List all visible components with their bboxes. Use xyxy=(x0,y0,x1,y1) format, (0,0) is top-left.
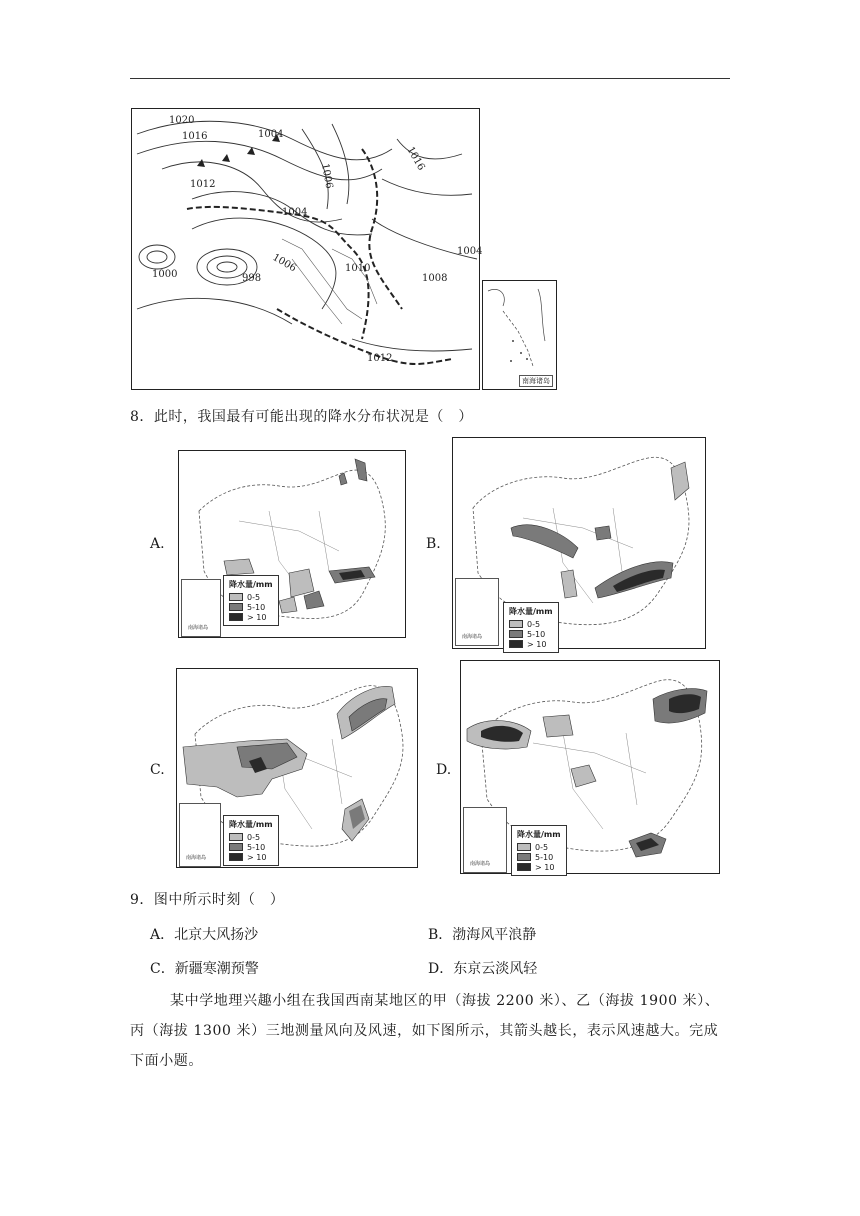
option-b-letter: B. xyxy=(426,536,441,552)
option-d-inset xyxy=(463,807,507,873)
q9-choice-d: D．东京云淡风轻 xyxy=(428,961,538,977)
legend-item: 0-5 xyxy=(247,592,261,602)
option-b-inset-label: 南海诸岛 xyxy=(462,634,483,640)
south-china-sea-inset xyxy=(482,280,557,390)
svg-text:1004: 1004 xyxy=(258,129,284,140)
inset-svg xyxy=(483,281,556,389)
option-a-inset-label: 南海诸岛 xyxy=(188,625,209,631)
q9-choice-c: C．新疆寒潮预警 xyxy=(150,961,259,977)
legend-swatch-dark xyxy=(229,853,243,861)
option-a-inset xyxy=(181,579,221,637)
option-a-legend xyxy=(223,575,279,626)
paragraph-line-3: 下面小题。 xyxy=(130,1053,203,1069)
svg-text:1004: 1004 xyxy=(457,246,483,257)
legend-swatch-medium xyxy=(517,853,531,861)
option-c-legend xyxy=(223,815,279,866)
svg-text:1004: 1004 xyxy=(282,207,308,218)
option-d-legend xyxy=(511,825,567,876)
legend-swatch-light xyxy=(517,843,531,851)
option-a-map xyxy=(178,450,406,638)
intro-paragraph xyxy=(130,986,730,1076)
legend-item: 0-5 xyxy=(535,842,549,852)
option-d-map xyxy=(460,660,720,874)
svg-text:1008: 1008 xyxy=(422,273,448,284)
option-c-inset xyxy=(179,803,221,867)
legend-title: 降水量/mm xyxy=(517,830,561,839)
svg-text:1010: 1010 xyxy=(345,263,371,274)
question-8: 8．此时，我国最有可能出现的降水分布状况是（ ） xyxy=(130,409,473,425)
legend-item: 5-10 xyxy=(527,629,546,639)
inset-label: 南海诸岛 xyxy=(519,375,553,387)
legend-swatch-medium xyxy=(509,630,523,638)
legend-item: 5-10 xyxy=(247,602,266,612)
legend-item: > 10 xyxy=(247,852,267,862)
legend-title: 降水量/mm xyxy=(229,820,273,829)
paragraph-line-2: 丙（海拔 1300 米）三地测量风向及风速，如下图所示，其箭头越长，表示风速越大。完成 xyxy=(130,1023,719,1039)
legend-swatch-dark xyxy=(517,863,531,871)
svg-text:998: 998 xyxy=(242,273,262,284)
q9-choice-b: B．渤海风平浪静 xyxy=(428,927,537,943)
option-c-inset-label: 南海诸岛 xyxy=(186,855,207,861)
legend-swatch-light xyxy=(229,593,243,601)
svg-text:1006: 1006 xyxy=(319,162,335,190)
option-b-map xyxy=(452,437,706,649)
legend-item: > 10 xyxy=(247,612,267,622)
legend-title: 降水量/mm xyxy=(509,607,553,616)
option-b-inset xyxy=(455,578,499,646)
legend-item: 5-10 xyxy=(247,842,266,852)
legend-swatch-medium xyxy=(229,843,243,851)
legend-swatch-medium xyxy=(229,603,243,611)
option-d-inset-label: 南海诸岛 xyxy=(470,861,491,867)
option-b-legend xyxy=(503,602,559,653)
legend-swatch-dark xyxy=(229,613,243,621)
svg-text:1016: 1016 xyxy=(404,145,427,173)
paragraph-line-1: 某中学地理兴趣小组在我国西南某地区的甲（海拔 2200 米）、乙（海拔 1900 米）、 xyxy=(170,993,720,1009)
legend-item: > 10 xyxy=(527,639,547,649)
svg-text:1006: 1006 xyxy=(270,252,299,275)
option-c-map xyxy=(176,668,418,868)
legend-swatch-light xyxy=(509,620,523,628)
weather-map-figure xyxy=(131,108,483,390)
legend-item: 0-5 xyxy=(247,832,261,842)
legend-item: 5-10 xyxy=(535,852,554,862)
legend-item: 0-5 xyxy=(527,619,541,629)
svg-text:1012: 1012 xyxy=(367,353,393,364)
header-rule xyxy=(130,78,730,79)
option-d-letter: D. xyxy=(436,762,452,778)
question-9: 9．图中所示时刻（ ） xyxy=(130,892,285,908)
option-c-letter: C. xyxy=(150,762,165,778)
svg-text:1016: 1016 xyxy=(182,131,208,142)
legend-swatch-light xyxy=(229,833,243,841)
legend-title: 降水量/mm xyxy=(229,580,273,589)
svg-text:1020: 1020 xyxy=(169,115,195,126)
legend-swatch-dark xyxy=(509,640,523,648)
svg-text:1012: 1012 xyxy=(190,179,216,190)
weather-map-svg xyxy=(132,109,483,389)
option-a-letter: A. xyxy=(150,536,165,552)
q9-choice-a: A．北京大风扬沙 xyxy=(150,927,259,943)
svg-text:1000: 1000 xyxy=(152,269,178,280)
legend-item: > 10 xyxy=(535,862,555,872)
